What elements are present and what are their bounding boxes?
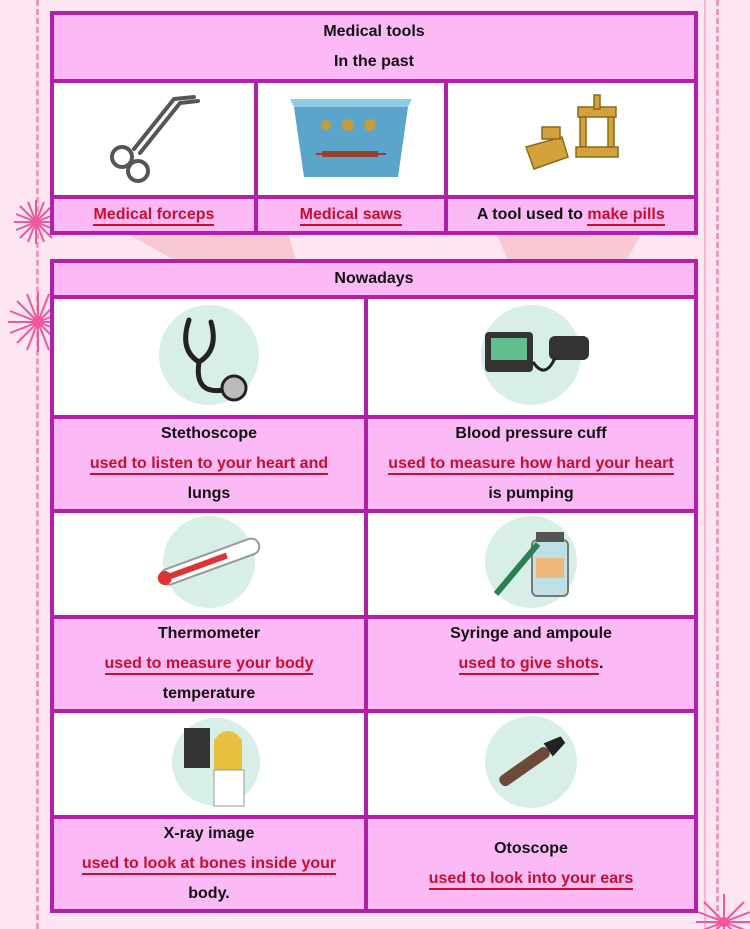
left-dashed-border bbox=[36, 0, 39, 929]
nowadays-table-header bbox=[54, 263, 694, 295]
tool-name: Stethoscope bbox=[160, 425, 257, 442]
syringe-icon bbox=[466, 514, 596, 610]
past-item-label bbox=[54, 199, 254, 231]
xray-image-cell bbox=[54, 713, 364, 815]
tool-use: used to measure your body bbox=[105, 655, 314, 675]
label-highlight: make pills bbox=[587, 206, 664, 226]
nowadays-item-label bbox=[54, 819, 364, 909]
tool-use-tail: lungs bbox=[187, 485, 231, 502]
nowadays-item-label bbox=[368, 819, 694, 909]
label-highlight: Medical saws bbox=[300, 206, 402, 226]
pill-press-image-cell bbox=[448, 83, 694, 195]
tool-name: Syringe and ampoule bbox=[450, 625, 612, 642]
pill-press-icon bbox=[506, 87, 636, 187]
tool-use: used to look into your ears bbox=[429, 870, 633, 890]
otoscope-image-cell bbox=[368, 713, 694, 815]
nowadays-item-label bbox=[54, 619, 364, 709]
syringe-image-cell bbox=[368, 513, 694, 615]
tool-use: used to listen to your heart and bbox=[90, 455, 328, 475]
tool-name: Otoscope bbox=[494, 840, 568, 857]
blood-pressure-image-cell bbox=[368, 299, 694, 415]
table-subtitle: In the past bbox=[333, 53, 414, 70]
nowadays-item-label bbox=[368, 419, 694, 509]
stethoscope-image-cell bbox=[54, 299, 364, 415]
otoscope-icon bbox=[466, 714, 596, 810]
saw-icon bbox=[286, 87, 416, 187]
nowadays-item-label bbox=[368, 619, 694, 709]
flower-decoration-icon bbox=[694, 892, 750, 929]
label-highlight: Medical forceps bbox=[93, 206, 214, 226]
saw-image-cell bbox=[258, 83, 444, 195]
thermometer-icon bbox=[144, 514, 274, 610]
right-dashed-border bbox=[716, 0, 719, 929]
xray-icon bbox=[144, 714, 274, 810]
tool-use: used to measure how hard your heart bbox=[388, 455, 673, 475]
tool-use: used to look at bones inside your bbox=[82, 855, 336, 875]
nowadays-item-label bbox=[54, 419, 364, 509]
table-title: Nowadays bbox=[334, 270, 414, 287]
right-solid-border bbox=[704, 0, 706, 929]
forceps-icon bbox=[94, 87, 214, 187]
table-title: Medical tools bbox=[323, 23, 425, 40]
tool-name: Blood pressure cuff bbox=[455, 425, 607, 442]
past-table-header bbox=[54, 15, 694, 79]
nowadays-tools-table bbox=[50, 259, 698, 913]
blood-pressure-icon bbox=[461, 300, 601, 410]
tool-use-tail: is pumping bbox=[488, 485, 574, 502]
thermometer-image-cell bbox=[54, 513, 364, 615]
stethoscope-icon bbox=[149, 300, 269, 410]
past-tools-table bbox=[50, 11, 698, 235]
tool-name: Thermometer bbox=[157, 625, 261, 642]
tool-use-tail: temperature bbox=[162, 685, 256, 702]
tool-use-tail: . bbox=[599, 655, 604, 672]
past-item-label bbox=[258, 199, 444, 231]
tool-use: used to give shots bbox=[459, 655, 599, 675]
forceps-image-cell bbox=[54, 83, 254, 195]
label-prefix: A tool used to bbox=[476, 206, 588, 223]
tool-use-tail: body. bbox=[188, 885, 230, 902]
tool-name: X-ray image bbox=[163, 825, 255, 842]
past-item-label bbox=[448, 199, 694, 231]
